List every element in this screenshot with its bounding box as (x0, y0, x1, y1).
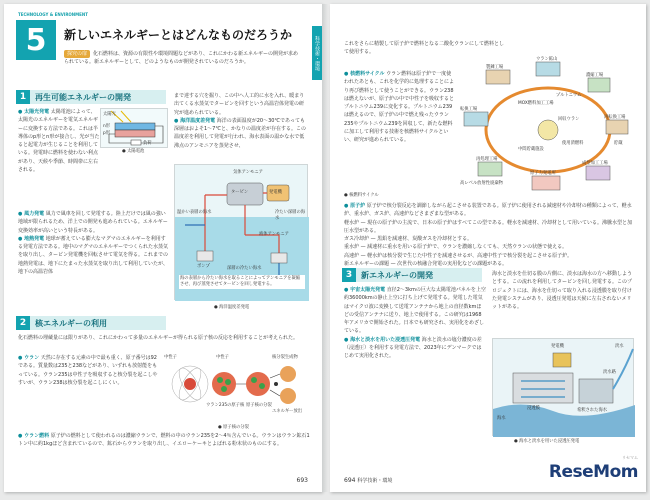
otec-note: 海の表層から冷たい海水を取ることによってアンモニアを凝縮させ、再び蒸発させてタービンを回し発電する。 (179, 275, 305, 289)
section-2-title: 核エネルギーの利用 (35, 318, 107, 328)
osmotic-label-diluted: 希釈された海水 (577, 408, 608, 413)
section-3-number: 3 (342, 268, 356, 282)
cycle-label-mox: MOX燃料加工工場 (518, 101, 554, 106)
otec-label-cold: 冷たい深層の海水 (275, 210, 306, 221)
brand-label: TECHNOLOGY & ENVIRONMENT (18, 12, 88, 17)
cycle-label-plutonium: プルトニウム (556, 93, 582, 98)
osmotic-text: 海水と淡水の塩分濃度の差（浸透圧）を利用する発電方法で、2023年にデンマークではじめて実用化された。 (344, 336, 482, 360)
cycle-label-waste: 高レベル放射性廃棄物 (460, 181, 503, 186)
intro-text: 化石燃料は、資源の有限性や環境問題などがあり、これにかわる新エネルギーの開発が求められている。新エネルギーとして、どのようなものが開発されているのだろうか。 (64, 51, 299, 65)
osmotic-term: ● 海水と淡水を用いた浸透圧発電 (344, 336, 421, 343)
section-1-header (16, 90, 166, 104)
fission-label-neutron: 中性子 (164, 355, 177, 360)
osmotic-caption: ● 海水と淡水を用いた浸透圧発電 (514, 439, 580, 444)
section-3-header (342, 268, 482, 282)
osmotic-paragraph (344, 336, 486, 361)
cycle-label-mine: ウラン鉱山 (536, 57, 558, 62)
geothermal-paragraph (18, 235, 168, 276)
otec-label-deep: 深層の冷たい海水 (227, 266, 262, 271)
otec-figure (174, 164, 308, 300)
reactor-text: 原子炉で核分裂反応を調節しながら起こさせる装置である。原子炉に使用される減速材や冷却材の種類によって、軽水炉、重水炉、ガス炉、高速炉などさまざまな型がある。 (344, 203, 632, 218)
section-2-lead (18, 334, 310, 352)
otec-paragraph (174, 117, 308, 150)
section-2-lead-text: 化石燃料の埋蔵量には限りがあり、これにかわって多量のエネルギーが得られる原子核の反応を利用することが考えられた。 (18, 335, 298, 341)
left-page (4, 4, 322, 492)
cycle-text-col (344, 70, 454, 200)
right-footer-label: 科学技術・環境 (357, 478, 393, 484)
section-2-number: 2 (16, 316, 30, 330)
section-2-col-2 (18, 432, 310, 466)
right-top-paragraph: これをさらに精製して原子炉で燃料となる二酸化ウランにして燃料として使用する。 (344, 41, 505, 56)
wind-term: ● 風力発電 (18, 211, 45, 217)
cycle-text: ウラン燃料は原子炉で一度使われたあとも、これを化学的に処理することにより再び燃料として使うことができる。ウラン238は燃えないが、原子炉の中で中性子を吸収するとプルトニウム239に変化する。プルトニウム239は燃えるので、原子炉の中で燃え残ったウラン235やプルトニウム239を回収して、新たな燃料に加工して利用する技術を核燃料サイクルといい、研究が進められている。 (344, 71, 455, 144)
section-1-col-2 (174, 92, 308, 162)
solar-cell-figure (100, 108, 168, 148)
intro-tag: 探究の扉 (64, 50, 90, 58)
uranium-fuel-text: 原子炉の燃料として使われるのは濃縮ウランで、燃料の中のウラン235を2〜4％含んでいる。ウランはウラン鉱石1トン中に約1kgほど含まれているので、鉱石からウランを取り出し、イエローケーキとよばれる粉末状のものにする。 (18, 433, 310, 448)
solar-label-p: p形 (103, 131, 111, 136)
fission-label-split: 原子核の分裂 (246, 403, 272, 408)
cycle-paragraph (344, 70, 454, 145)
reactor-type-gas: ガス冷却炉 — 黒鉛を減速材、炭酸ガスを冷却材とする。 (344, 236, 473, 243)
solar-label-n: n形 (103, 124, 111, 129)
osmotic-label-channel: 淡水路 (603, 370, 616, 375)
uranium-fuel-paragraph (18, 432, 310, 449)
logo-main: ReseMom (548, 462, 638, 482)
otec-label-turbine: タービン (231, 190, 249, 195)
otec-caption: ● 海洋温度差発電 (214, 305, 250, 310)
resemom-logo (548, 455, 638, 482)
section-2-col-1 (18, 354, 158, 430)
fission-label-u235: ウラン235の原子核 (206, 403, 245, 408)
space-solar-text: 直径2〜3kmの巨大な太陽電池パネルを上空約36000kmの静止上空に打ち上げて発電する。発電した電気はマイクロ波に変換して送電アンテナから地上の直径数kmほどの受信アンテナに送り、地上で使用する。この研究は1968年アメリカで開始された。日本でも研究され、実用化をめざしている。 (344, 287, 486, 335)
osmotic-label-sea: 海水 (497, 416, 506, 421)
solar-label-load: 負荷 (143, 141, 152, 146)
fission-label-products: 核分裂生成物 (272, 355, 298, 360)
side-tab: 科学技術・環境 (312, 26, 322, 80)
section-2-header (16, 316, 166, 330)
fission-label-neutron-2: 中性子 (216, 355, 229, 360)
osmotic-label-fresh: 淡水 (615, 344, 624, 349)
uranium-text: 天然に存在する元素の中で最も重く、原子番号は92である。質量数は235と238などがあり、いずれも放射能をもっている。ウラン235は中性子を吸収すると核分裂を起こしやすいが、ウラン238は核分裂を起こしにくい。 (18, 355, 158, 386)
cycle-label-reconvert: 再転換工場 (604, 115, 626, 120)
wind-paragraph (18, 210, 168, 235)
right-page (330, 4, 646, 492)
uranium-fuel-term: ● ウラン燃料 (18, 433, 50, 439)
osmotic-label-generator: 発電機 (551, 344, 564, 349)
cycle-label-interim: 中間貯蔵施設 (518, 147, 544, 152)
right-page-number-value: 694 (344, 477, 356, 484)
cycle-caption: ● 核燃料サイクル (344, 193, 379, 198)
fuel-cycle-figure (458, 56, 634, 196)
solar-text: 太陽電池によって、太陽光のエネルギーを電気エネルギーに変換する方法である。これは半導体のp形とn形が接合し、光が当たると起電力が生じることを利用している。発電時に燃料を使わない利点があり、天候や季節、時間帯に左右される。 (18, 109, 100, 174)
otec-label-warm: 温かい表層の海水 (177, 210, 212, 215)
cycle-label-refine: 製錬工場 (486, 65, 504, 70)
chapter-number: 5 (16, 20, 56, 60)
osmotic-diagram (493, 339, 635, 437)
cycle-label-convert: 転換工場 (460, 107, 478, 112)
section-3-col-2 (492, 270, 634, 336)
otec-label-pump: ポンプ (197, 264, 210, 269)
otec-text: 海洋の表面温度が20〜30℃であっても深層はおよそ1〜7℃と、かなりの温度差が存在する。この温度差を利用して発電が行われ、海水表面の温かな水で低沸点のアンモニアを蒸発させ、 (174, 117, 306, 149)
otec-term: ● 海洋温度差発電 (174, 117, 216, 124)
cycle-label-storage: 貯蔵 (614, 141, 623, 146)
cycle-label-fabricate: 成型加工工場 (582, 161, 608, 166)
osmotic-figure (492, 338, 634, 436)
space-solar-paragraph (344, 286, 486, 336)
cycle-label-recovered: 回収ウラン (558, 117, 580, 122)
cycle-label-reprocess: 再処理工場 (476, 157, 498, 162)
solar-caption: ● 太陽電池 (122, 149, 145, 154)
reactor-type-fast: 高速炉 — 軽水炉は核分裂で生じた中性子を減速させるが、高速中性子で核分裂を起こさせる原子炉。 (344, 252, 573, 259)
section-3-title: 新エネルギーの開発 (361, 270, 433, 280)
otec-label-liquid: 液体アンモニア (259, 232, 289, 237)
uranium-term: ● ウラン (18, 355, 40, 361)
fission-label-energy: エネルギー放出 (272, 409, 303, 414)
left-page-number: 693 (296, 477, 308, 484)
section-3-col-1 (344, 286, 486, 456)
hot-rock-text: まで達する穴を掘り、この中へ人工的に水を入れ、暖まり出てくる水蒸気でタービンを回すという高温岩体発電の研究が進められている。 (174, 93, 305, 116)
reactor-paragraph (344, 202, 634, 219)
cycle-label-enrich: 濃縮工場 (586, 73, 604, 78)
reactor-col (344, 202, 634, 268)
right-top-text (344, 40, 504, 54)
solar-label-light: 太陽光 (103, 112, 116, 117)
reactor-type-heavy: 重水炉 — 減速材に重水を用いる原子炉で、ウランを濃縮しなくても、天然ウランの状態で使える。 (344, 244, 568, 251)
intro-box (64, 50, 300, 66)
otec-label-gas: 気体アンモニア (233, 170, 263, 175)
solar-term: ● 太陽光発電 (18, 109, 50, 115)
wind-text: 風力で風車を回して発電する。陸上だけでは風の強い地域が限られるため、洋上での開発も進められている。エネルギー変換効率が高いという特長がある。 (18, 211, 168, 234)
cycle-label-spent: 使用済燃料 (562, 141, 584, 146)
section-1-title: 再生可能エネルギーの開発 (35, 92, 131, 102)
geothermal-term: ● 地熱発電 (18, 235, 45, 242)
geothermal-text: 地球が蓄えている膨大なマグマのエネルギーを利用する発電方法である。地中のマグマのエネルギーでつくられた水蒸気を取り出し、タービン発電機を回転させて電気を得る。これまでの地熱発電は、地下にたまった水蒸気を取り出して利用していたが、地下の高温岩体 (18, 235, 169, 276)
otec-label-generator: 発電機 (269, 190, 282, 195)
uranium-paragraph (18, 354, 158, 387)
reactor-type-issues: 新エネルギーの課題 — 次世代の核融合発電の実用化などの課題がある。 (344, 261, 508, 268)
book-spine (322, 4, 330, 492)
section-1-number: 1 (16, 90, 30, 104)
logo-sub: リセマム (622, 455, 638, 460)
reactor-type-lwr: 軽水炉 — 現在の原子炉の主流で、日本の原子炉はすべてこの型である。軽水を減速材、冷却材として用いている。沸騰水型と加圧水型がある。 (344, 219, 632, 234)
fission-caption: ● 原子核の分裂 (218, 425, 249, 430)
osmotic-detail-text: 海水と淡水を仕切る膜の片側に、淡水は海水の方へ移動しようとする。この流れを利用してタービンを回し発電する。このプロジェクトには、海水を仕切って取り入れる浸透膜を取り付けた発電システムがあり、浸透圧発電は天候に左右されないメリットがある。 (492, 271, 633, 311)
reactor-term: ● 原子炉 (344, 203, 366, 209)
chapter-title: 新しいエネルギーとはどんなものだろうか (64, 28, 293, 42)
fission-figure (162, 352, 310, 428)
section-1-col-1b (18, 156, 168, 296)
osmotic-label-membrane: 浸透膜 (527, 406, 540, 411)
space-solar-term: ● 宇宙太陽光発電 (344, 287, 386, 293)
cycle-term: ● 核燃料サイクル (344, 71, 385, 77)
cycle-label-plant: 原子力発電所 (530, 171, 556, 176)
fission-diagram (162, 352, 310, 428)
right-page-number (344, 477, 392, 484)
